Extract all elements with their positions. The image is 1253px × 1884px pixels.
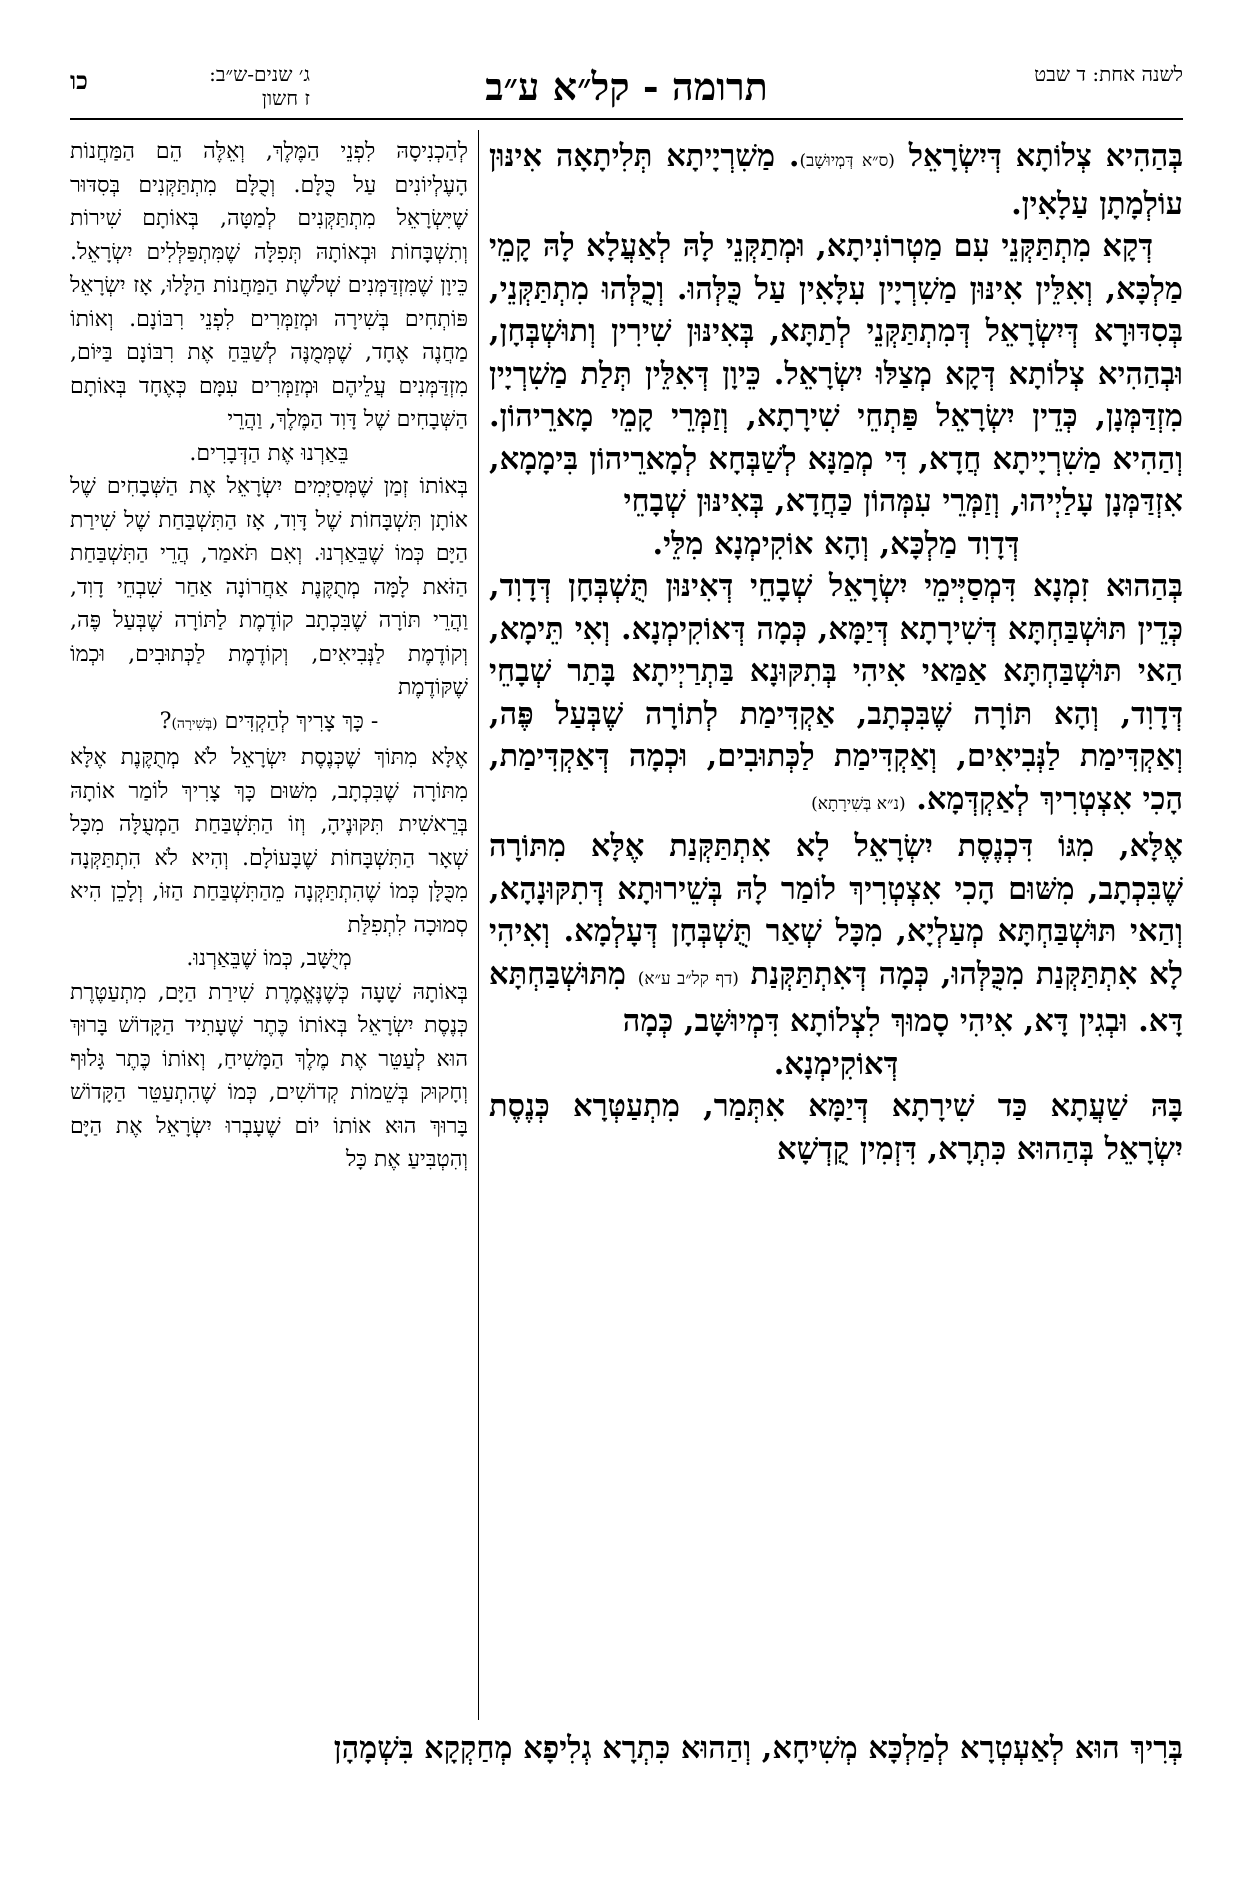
- main-p1-variant-note: (ס״א דְּמְיוּשָׁב): [799, 151, 895, 171]
- main-paragraph-1: [489, 135, 1183, 225]
- main-paragraph-3: [489, 565, 1183, 825]
- side-paragraph-2: בְּאוֹתוֹ זְמַן שֶׁמְּסַיְּמִים יִשְׂרָאֵל אֶת הַשְּׁבָחִים שֶׁל אוֹתָן תִּשְׁבָּחוֹת שֶׁל דָּוִד, אָז הַתִּשְׁבַּחַת שֶׁל שִׁירַת הַיָּם כְּמוֹ שֶׁבֵּאַרְנוּ. וְאִם תֹּאמַר, הֲרֵי הַתִּשְׁבַּחַת הַזֹּאת לָמָּה מְתֻקֶּנֶת אַחֲרוֹנָה אַחַר שִׁבְחֵי דָוִד, וַהֲרֵי תּוֹרָה שֶׁבִּכְתָב קוֹדֶמֶת לַתּוֹרָה שֶׁבְּעַל פֶּה, וְקוֹדֶמֶת לַנְּבִיאִים, וְקוֹדֶמֶת לַכְּתוּבִים, וּכְמוֹ שֶׁקּוֹדֶמֶת: [70, 474, 468, 700]
- header-one-year-date: ד שבט: [1034, 62, 1086, 86]
- side-p4-variant-note: (בְּשִׁירָה): [171, 715, 218, 732]
- header-rule: [70, 118, 1183, 120]
- translation-column: [70, 135, 468, 1725]
- page-number: כו: [70, 66, 88, 95]
- side-p4-text: - כָּךְ צָרִיךְ לְהַקְדִּים: [224, 708, 379, 734]
- main-p5-text: אֶלָּא, מִגּוֹ דִּכְנֶסֶת יִשְׂרָאֵל לָא אִתְתַּקְּנַת אֶלָּא מִתּוֹרָה שֶׁבִּכְתָב, מִשּׁוּם הָכִי אִצְטְרִיךְ לוֹמַר לָהּ בְּשֵׁירוּתָא דְּתִקּוּנָהָא, וְהַאי תּוּשְׁבַּחְתָּא מְעַלְיָא, מִכָּל שְׁאַר תֻּשְׁבְּחָן דְּעָלְמָא. וְאִיהִי לָא אִתְתַּקְּנַת מִכֻּלְּהוּ, כְּמָה דְּאִתְתַּקְּנַת: [489, 828, 1183, 992]
- main-paragraph-2: דְּקָא מִתְתַּקְּנֵי עִם מַטְרוֹנִיתָא, וּמְתַקְּנֵי לָהּ לְאַעֲלָא לָהּ קָמֵי מַלְכָּא, וְאִלֵּין אִינּוּן מַשִׁרְיָין עִלָּאִין עַל כֻּלְּהוּ. וְכֻלְּהוּ מִתְתַּקְּנֵי, בְּסִדּוּרָא דְּיִשְׂרָאֵל דְּמִתְתַּקְּנֵי לְתַתָּא, בְּאִינּוּן שִׁירִין וְתוּשְׁבְּחָן, וּבְהַהִיא צְלוֹתָא דְּקָא מְצַלּוּ יִשְׂרָאֵל. כֵּיוָן דְּאִלֵּין תְּלַת מַשִׁרְיָין מִזְדַּמְּנָן, כְּדֵין יִשְׂרָאֵל פַּתְחֵי שִׁירָתָא, וְזַמְּרֵי קָמֵי מָארֵיהוֹן. וְהַהִיא מַשִׁרְיָיתָא חֲדָא, דִּי מְמַנָּא לְשַׁבְּחָא לְמָארֵיהוֹן בִּימָמָא, אִזְדַּמְּנָן עָלַיְיהוּ, וְזַמְּרֵי עִמְּהוֹן כַּחֲדָא, בְּאִינּוּן שְׁבָחֵי: [489, 228, 1183, 519]
- main-paragraph-4-end: דְּאוֹקִימְנָא.: [773, 1045, 899, 1082]
- header-study-schedule-three-years: [110, 62, 310, 110]
- side-paragraph-4: בְּאוֹתָהּ שָׁעָה כְּשֶׁנֶּאֱמֶרֶת שִׁירַת הַיָּם, מִתְעַטֶּרֶת כְּנֶסֶת יִשְׂרָאֵל בְּאוֹתוֹ כֶּתֶר שֶׁעָתִיד הַקָּדוֹשׁ בָּרוּךְ הוּא לְעַטֵּר אֶת מֶלֶךְ הַמָּשִׁיחַ, וְאוֹתוֹ כֶּתֶר גָּלוּף וְחָקוּק בְּשֵׁמוֹת קְדוֹשִׁים, כְּמוֹ שֶׁהִתְעַטֵּר הַקָּדוֹשׁ בָּרוּךְ הוּא אוֹתוֹ יוֹם שֶׁעָבְרוּ יִשְׂרָאֵל אֶת הַיָּם וְהִטְבִּיעַ אֶת כָּל: [70, 979, 468, 1172]
- main-p4-text: בְּהַהוּא זִמְנָא דִּמְסַיְּימֵי יִשְׂרָאֵל שְׁבָחֵי דְּאִינּוּן תֻּשְׁבְּחָן דְּדָוִד, כְּדֵין תּוּשְׁבַּחְתָּא דְּשִׁירָתָא דְּיַמָּא, כְּמָה דְּאוֹקִימְנָא. וְאִי תֵּימָא, הַאי תּוּשְׁבַּחְתָּא אַמַּאי אִיהִי בְּתִקּוּנָא בַּתְרַיְיתָא בָּתַר שְׁבָחֵי דְּדָוִד, וְהָא תּוֹרָה שֶׁבִּכְתָב, אַקְדִּימַת לְתוֹרָה שֶׁבְּעַל פֶּה, וְאַקְדִּימַת לַנְּבִיאִים, וְאַקְדִּימַת לַכְּתוּבִים, וּכְמָה דְּאַקְדִּימַת, הָכִי אִצְטְרִיךְ לְאַקְדְּמָא.: [489, 568, 1183, 817]
- page-header: [70, 62, 1183, 120]
- continuation-line: בְּרִיךְ הוּא לְאַעְטְרָא לְמַלְכָּא מְשִׁיחָא, וְהַהוּא כִּתְרָא גְלִיפָא מְחַקְקָא בִּשְׁמָהָן: [333, 1730, 1183, 1766]
- main-p1-rest: . מַשִׁרְיָיתָא תְּלִיתָאָה אִינּוּן עוֹלְמָתָן עַלָאִין.: [489, 138, 1183, 222]
- side-paragraph-1-end: בֵּאַרְנוּ אֶת הַדְּבָרִים.: [189, 440, 349, 466]
- column-divider: [478, 130, 479, 1720]
- side-paragraph-3: אֶלָּא מִתּוֹךְ שֶׁכְּנֶסֶת יִשְׂרָאֵל לֹא מְתֻקֶּנֶת אֶלָּא מִתּוֹרָה שֶׁבִּכְתָב, מִשּׁוּם כָּךְ צָרִיךְ לוֹמַר אוֹתָהּ בְּרֵאשִׁית תִּקּוּנֶיהָ, וְזוֹ הַתִּשְׁבַּחַת הַמְעֻלָּה מִכָּל שְׁאָר הַתִּשְׁבָּחוֹת שֶׁבָּעוֹלָם. וְהִיא לֹא הִתְתַּקְּנָה מִכֻּלָּן כְּמוֹ שֶׁהִתְתַּקְּנָה מֵהַתִּשְׁבַּחַת הַזּוֹ, וְלָכֵן הִיא סְמוּכָה לִתְפִלַּת: [70, 745, 468, 938]
- side-paragraph-2-end: [70, 705, 468, 742]
- main-p5-rest: מִתּוּשְׁבַּחְתָּא דָּא. וּבְגִין דָּא, אִיהִי סָמוּךְ לִצְלוֹתָא דִּמְיוּשָּׁב, כְּמָה: [489, 955, 1183, 1039]
- side-p4-rest: ?: [159, 708, 172, 734]
- header-three-years-date: ז חשון: [261, 86, 310, 110]
- main-p1-text: בְּהַהִיא צְלוֹתָא דְּיִשְׂרָאֵל: [908, 138, 1183, 174]
- main-p5-page-ref: (דף קל״ב ע״א): [637, 968, 739, 989]
- header-three-years-label: ג׳ שנים-ש״ב:: [209, 62, 310, 86]
- main-text-column: [489, 135, 1183, 1725]
- main-paragraph-5: בָּהּ שַׁעֲתָא כַּד שִׁירָתָא דְּיַמָּא אִתְּמַר, מִתְעַטְּרָא כְּנֶסֶת יִשְׂרָאֵל בְּהַהוּא כִּתְרָא, דִּזְמִין קֻדְשָׁא: [489, 1088, 1183, 1167]
- side-paragraph-1: לְהַכְנִיסָהּ לִפְנֵי הַמֶּלֶךְ, וְאֵלֶּה הֵם הַמַּחֲנוֹת הָעֶלְיוֹנִים עַל כֻּלָּם. וְכֻלָּם מִתְתַּקְּנִים בְּסִדּוּר שֶׁיִּשְׂרָאֵל מִתְתַּקְּנִים לְמַטָּה, בְּאוֹתָם שִׁירוֹת וְתִשְׁבָּחוֹת וּבְאוֹתָהּ תְּפִלָּה שֶׁמִּתְפַּלְּלִים יִשְׂרָאֵל. כֵּיוָן שֶׁמִּזְדַּמְּנִים שְׁלֹשֶׁת הַמַּחֲנוֹת הַלָּלוּ, אָז יִשְׂרָאֵל פּוֹתְחִים בְּשִׁירָה וּמְזַמְּרִים לִפְנֵי רִבּוֹנָם. וְאוֹתוֹ מַחֲנֶה אֶחָד, שֶׁמְּמֻנֶּה לְשַׁבֵּחַ אֶת רִבּוֹנָם בַּיּוֹם, מִזְדַּמְּנִים עֲלֵיהֶם וּמְזַמְּרִים עִמָּם כְּאֶחָד בְּאוֹתָם הַשְּׁבָחִים שֶׁל דָּוִד הַמֶּלֶךְ, וַהֲרֵי: [70, 139, 468, 432]
- side-paragraph-3-end: מְיֻשָּׁב, כְּמוֹ שֶׁבֵּאַרְנוּ.: [186, 946, 352, 971]
- main-paragraph-4: [489, 825, 1183, 1043]
- page-title: תרומה - קל״א ע״ב: [485, 64, 768, 109]
- main-p4-variant-note: (נ״א בְּשִׁירָתָא): [811, 793, 906, 814]
- header-one-year-label: לשנה אחת:: [1092, 62, 1183, 86]
- main-paragraph-2-end: דְּדָוִד מַלְכָּא, וְהָא אוֹקִימְנָא מִלֵּי.: [652, 525, 1020, 562]
